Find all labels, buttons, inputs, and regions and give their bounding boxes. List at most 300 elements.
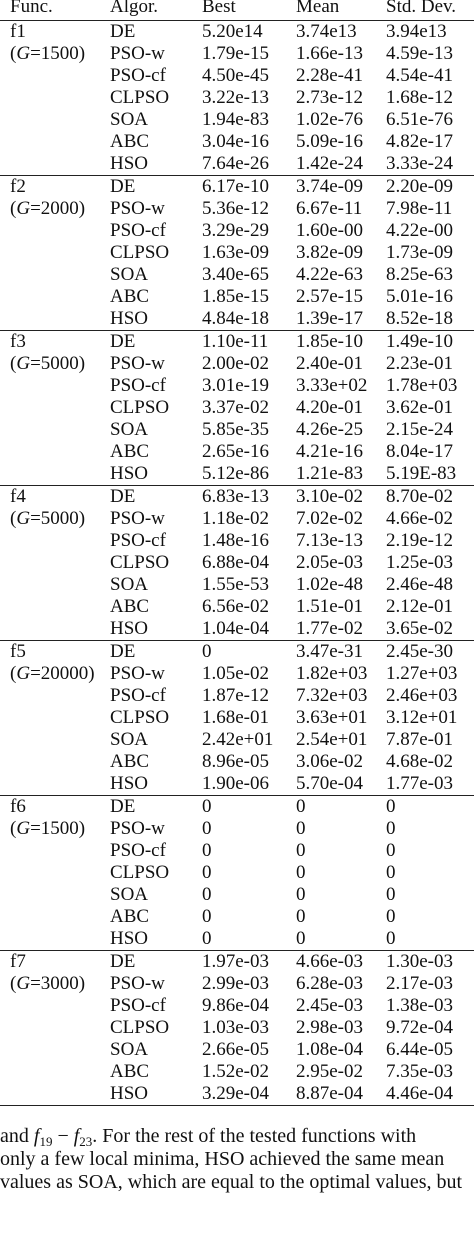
best-value: 0 (202, 906, 212, 927)
function-cell-empty (0, 685, 104, 707)
generation-variable: G (16, 43, 31, 64)
function-cell-empty (0, 1017, 104, 1039)
mean-value: 2.28e-41 (296, 65, 364, 86)
table-row (0, 286, 474, 308)
best-value: 2.99e-03 (202, 973, 270, 994)
algorithm-name: PSO-w (110, 198, 165, 219)
algorithm-name: ABC (110, 286, 150, 307)
function-name: f7 (0, 951, 104, 974)
table-row (0, 530, 474, 552)
table-row (0, 419, 474, 441)
std-dev-value: 1.25e-03 (386, 552, 454, 573)
best-value: 1.63e-09 (202, 242, 270, 263)
best-value: 7.64e-26 (202, 153, 270, 174)
best-value: 1.52e-02 (202, 1061, 270, 1082)
std-dev-value: 2.15e-24 (386, 419, 454, 440)
std-dev-value: 0 (386, 862, 396, 883)
std-dev-value: 4.54e-41 (386, 65, 454, 86)
mean-value: 8.87e-04 (290, 1083, 380, 1106)
best-value: 1.48e-16 (202, 530, 270, 551)
std-dev-value: 1.77e-03 (386, 773, 454, 794)
generation-variable: G (16, 198, 31, 219)
body-line-1-suffix: . For the rest of the tested functions with (92, 1125, 417, 1147)
mean-value: 3.47e-31 (290, 641, 380, 664)
function-cell-empty (0, 375, 104, 397)
best-value: 1.05e-02 (202, 663, 270, 684)
body-line-1 (0, 1125, 474, 1148)
table-row (0, 1017, 474, 1039)
std-dev-value: 7.98e-11 (386, 198, 453, 219)
mean-value: 0 (296, 884, 306, 905)
mean-value: 1.42e-24 (296, 153, 364, 174)
std-dev-value: 2.46e+03 (386, 685, 458, 706)
table-row (0, 884, 474, 906)
std-dev-value: 2.46e-48 (386, 574, 454, 595)
mean-value: 3.06e-02 (296, 751, 364, 772)
best-value: 1.94e-83 (202, 109, 270, 130)
algorithm-name: SOA (110, 419, 149, 440)
function-cell-empty (0, 109, 104, 131)
math-f-19 (34, 1125, 53, 1147)
generation-count (0, 508, 104, 530)
mean-value: 3.10e-02 (290, 486, 380, 509)
best-value: 8.96e-05 (202, 751, 270, 772)
generation-open-paren: ( (10, 353, 17, 374)
mean-value: 3.82e-09 (296, 242, 364, 263)
best-value: 2.42e+01 (202, 729, 274, 750)
table-row (0, 397, 474, 419)
best-value: 9.86e-04 (202, 995, 270, 1016)
best-value: 1.10e-11 (196, 331, 290, 354)
mean-value: 0 (296, 928, 306, 949)
mean-value: 2.95e-02 (296, 1061, 364, 1082)
algorithm-name: ABC (110, 131, 150, 152)
table-row (0, 486, 474, 509)
table-row (0, 663, 474, 685)
math-subscript-19: 19 (39, 1134, 53, 1149)
std-dev-value: 1.73e-09 (386, 242, 454, 263)
mean-value: 4.21e-16 (296, 441, 364, 462)
header-func: Func. (0, 0, 104, 21)
algorithm-name: DE (104, 951, 196, 974)
std-dev-value: 7.87e-01 (386, 729, 454, 750)
table-row (0, 131, 474, 153)
math-minus: − (52, 1125, 74, 1147)
table-row (0, 375, 474, 397)
std-dev-value: 4.46e-04 (380, 1083, 474, 1106)
best-value: 6.88e-04 (202, 552, 270, 573)
function-cell-empty (0, 242, 104, 264)
table-row (0, 840, 474, 862)
function-cell-empty (0, 1083, 104, 1106)
algorithm-name: CLPSO (110, 1017, 170, 1038)
std-dev-value: 2.19e-12 (386, 530, 454, 551)
best-value: 5.12e-86 (202, 463, 270, 484)
generation-count (0, 973, 104, 995)
function-cell-empty (0, 1039, 104, 1061)
best-value: 3.29e-29 (202, 220, 270, 241)
algorithm-name: HSO (110, 153, 149, 174)
best-value: 6.17e-10 (196, 176, 290, 199)
std-dev-value: 0 (386, 818, 396, 839)
function-cell-empty (0, 153, 104, 176)
mean-value: 0 (296, 840, 306, 861)
std-dev-value: 0 (386, 906, 396, 927)
generation-value: =3000) (30, 973, 86, 994)
header-row (0, 0, 474, 21)
best-value: 5.85e-35 (202, 419, 270, 440)
algorithm-name: PSO-w (110, 818, 165, 839)
function-cell-empty (0, 729, 104, 751)
algorithm-name: CLPSO (110, 87, 170, 108)
table-row (0, 995, 474, 1017)
table-row (0, 1039, 474, 1061)
function-cell-empty (0, 286, 104, 308)
function-cell-empty (0, 463, 104, 486)
function-cell-empty (0, 131, 104, 153)
table-row (0, 729, 474, 751)
algorithm-name: PSO-cf (110, 220, 166, 241)
body-line-3: values as SOA, which are equal to the optimal values, but (0, 1171, 463, 1193)
algorithm-name: ABC (110, 1061, 150, 1082)
table-row (0, 618, 474, 641)
function-cell-empty (0, 441, 104, 463)
mean-value: 1.02e-48 (296, 574, 364, 595)
mean-value: 1.60e-00 (296, 220, 364, 241)
best-value: 2.00e-02 (202, 353, 270, 374)
algorithm-name: SOA (110, 1039, 149, 1060)
generation-value: =5000) (30, 353, 86, 374)
algorithm-name: PSO-cf (110, 375, 166, 396)
table-row (0, 220, 474, 242)
table-row (0, 641, 474, 664)
header-std-dev: Std. Dev. (380, 0, 474, 21)
table-row (0, 21, 474, 44)
algorithm-name: SOA (110, 264, 149, 285)
best-value: 1.03e-03 (202, 1017, 270, 1038)
algorithm-name: HSO (104, 1083, 196, 1106)
best-value: 1.68e-01 (202, 707, 270, 728)
mean-value: 1.39e-17 (296, 308, 364, 329)
best-value: 0 (202, 884, 212, 905)
generation-variable: G (16, 973, 31, 994)
std-dev-value: 5.01e-16 (386, 286, 454, 307)
best-value: 1.18e-02 (202, 508, 270, 529)
mean-value: 1.51e-01 (296, 596, 364, 617)
best-value: 2.65e-16 (202, 441, 270, 462)
function-cell-empty (0, 65, 104, 87)
algorithm-name: CLPSO (110, 552, 170, 573)
algorithm-name: SOA (110, 574, 149, 595)
mean-value: 4.66e-03 (290, 951, 380, 974)
std-dev-value: 3.65e-02 (386, 618, 454, 639)
algorithm-name: PSO-w (110, 973, 165, 994)
algorithm-name: SOA (110, 109, 149, 130)
generation-open-paren: ( (10, 508, 17, 529)
math-f-23 (74, 1125, 93, 1147)
generation-value: =20000) (30, 663, 95, 684)
mean-value: 1.21e-83 (296, 463, 364, 484)
std-dev-value: 6.51e-76 (386, 109, 454, 130)
best-value: 0 (196, 641, 290, 664)
algorithm-name: ABC (110, 906, 150, 927)
best-value: 4.50e-45 (202, 65, 270, 86)
best-value: 3.04e-16 (202, 131, 270, 152)
table-row (0, 552, 474, 574)
best-value: 5.20e14 (196, 21, 290, 44)
mean-value: 1.82e+03 (296, 663, 368, 684)
algorithm-name: HSO (110, 618, 149, 639)
std-dev-value: 0 (386, 884, 396, 905)
best-value: 0 (202, 818, 212, 839)
algorithm-name: PSO-cf (110, 65, 166, 86)
table-body (0, 21, 474, 1106)
mean-value: 1.02e-76 (296, 109, 364, 130)
algorithm-name: HSO (110, 308, 149, 329)
function-name: f4 (0, 486, 104, 509)
algorithm-name: DE (104, 21, 196, 44)
best-value: 3.01e-19 (202, 375, 270, 396)
std-dev-value: 8.04e-17 (386, 441, 454, 462)
std-dev-value: 4.66e-02 (386, 508, 454, 529)
best-value: 3.22e-13 (202, 87, 270, 108)
mean-value: 4.20e-01 (296, 397, 364, 418)
table-row (0, 751, 474, 773)
mean-value: 0 (296, 818, 306, 839)
best-value: 6.56e-02 (202, 596, 270, 617)
table-row (0, 1083, 474, 1106)
algorithm-name: DE (104, 176, 196, 199)
std-dev-value: 5.19E-83 (386, 463, 457, 484)
algorithm-name: PSO-w (110, 508, 165, 529)
mean-value: 4.26e-25 (296, 419, 364, 440)
generation-count (0, 818, 104, 840)
function-name: f3 (0, 331, 104, 354)
function-cell-empty (0, 574, 104, 596)
generation-open-paren: ( (10, 818, 17, 839)
table-row (0, 353, 474, 375)
table-row (0, 65, 474, 87)
std-dev-value: 3.12e+01 (386, 707, 458, 728)
mean-value: 0 (296, 862, 306, 883)
function-cell-empty (0, 530, 104, 552)
std-dev-value: 4.82e-17 (386, 131, 454, 152)
table-row (0, 463, 474, 486)
table-row (0, 441, 474, 463)
table-row (0, 109, 474, 131)
mean-value: 2.45e-03 (296, 995, 364, 1016)
table-row (0, 176, 474, 199)
std-dev-value: 0 (386, 928, 396, 949)
best-value: 0 (202, 862, 212, 883)
std-dev-value: 8.25e-63 (386, 264, 454, 285)
mean-value: 7.13e-13 (296, 530, 364, 551)
generation-count (0, 353, 104, 375)
algorithm-name: HSO (110, 773, 149, 794)
math-f-symbol: f (73, 1125, 80, 1147)
body-line-2: only a few local minima, HSO achieved the same mean (0, 1148, 445, 1170)
header-algorithm: Algor. (104, 0, 196, 21)
function-cell-empty (0, 87, 104, 109)
mean-value: 0 (296, 906, 306, 927)
body-text (0, 1125, 474, 1194)
best-value: 2.66e-05 (202, 1039, 270, 1060)
function-cell-empty (0, 419, 104, 441)
table-row (0, 685, 474, 707)
mean-value: 2.98e-03 (296, 1017, 364, 1038)
best-value: 5.36e-12 (202, 198, 270, 219)
table-row (0, 818, 474, 840)
table-row (0, 707, 474, 729)
mean-value: 3.74e-09 (290, 176, 380, 199)
mean-value: 2.57e-15 (296, 286, 364, 307)
algorithm-name: PSO-w (110, 353, 165, 374)
function-name: f5 (0, 641, 104, 664)
table-row (0, 331, 474, 354)
algorithm-name: SOA (110, 884, 149, 905)
function-cell-empty (0, 707, 104, 729)
best-value: 1.79e-15 (202, 43, 270, 64)
mean-value: 1.66e-13 (296, 43, 364, 64)
mean-value: 1.85e-10 (290, 331, 380, 354)
generation-open-paren: ( (10, 198, 17, 219)
algorithm-name: DE (104, 486, 196, 509)
table-row (0, 1061, 474, 1083)
mean-value: 1.77e-02 (296, 618, 364, 639)
function-cell-empty (0, 862, 104, 884)
mean-value: 2.40e-01 (296, 353, 364, 374)
algorithm-name: SOA (110, 729, 149, 750)
table-row (0, 928, 474, 951)
table-row (0, 951, 474, 974)
function-cell-empty (0, 995, 104, 1017)
header-mean: Mean (290, 0, 380, 21)
best-value: 1.04e-04 (202, 618, 270, 639)
best-value: 6.83e-13 (196, 486, 290, 509)
function-name: f6 (0, 796, 104, 819)
algorithm-name: DE (104, 641, 196, 664)
best-value: 3.29e-04 (196, 1083, 290, 1106)
std-dev-value: 1.30e-03 (380, 951, 474, 974)
algorithm-name: HSO (110, 928, 149, 949)
function-cell-empty (0, 884, 104, 906)
mean-value: 0 (290, 796, 380, 819)
table-row (0, 773, 474, 796)
mean-value: 3.74e13 (290, 21, 380, 44)
table-row (0, 596, 474, 618)
std-dev-value: 1.38e-03 (386, 995, 454, 1016)
function-cell-empty (0, 928, 104, 951)
std-dev-value: 2.17e-03 (386, 973, 454, 994)
algorithm-name: DE (104, 331, 196, 354)
table-row (0, 973, 474, 995)
generation-variable: G (16, 508, 31, 529)
table-row (0, 264, 474, 286)
algorithm-name: CLPSO (110, 242, 170, 263)
function-cell-empty (0, 264, 104, 286)
std-dev-value: 3.62e-01 (386, 397, 454, 418)
best-value: 0 (202, 840, 212, 861)
generation-value: =1500) (30, 43, 86, 64)
algorithm-name: PSO-w (110, 663, 165, 684)
std-dev-value: 1.27e+03 (386, 663, 458, 684)
best-value: 0 (202, 928, 212, 949)
std-dev-value: 1.49e-10 (380, 331, 474, 354)
generation-variable: G (16, 663, 31, 684)
std-dev-value: 8.52e-18 (386, 308, 454, 329)
generation-value: =1500) (30, 818, 86, 839)
algorithm-name: ABC (110, 441, 150, 462)
std-dev-value: 2.20e-09 (380, 176, 474, 199)
std-dev-value: 4.22e-00 (386, 220, 454, 241)
algorithm-name: PSO-w (110, 43, 165, 64)
generation-count (0, 663, 104, 685)
function-cell-empty (0, 552, 104, 574)
algorithm-name: ABC (110, 751, 150, 772)
generation-open-paren: ( (10, 973, 17, 994)
table-row (0, 508, 474, 530)
std-dev-value: 8.70e-02 (380, 486, 474, 509)
generation-count (0, 198, 104, 220)
mean-value: 6.67e-11 (296, 198, 363, 219)
best-value: 1.97e-03 (196, 951, 290, 974)
table-row (0, 198, 474, 220)
algorithm-name: ABC (110, 596, 150, 617)
mean-value: 2.73e-12 (296, 87, 364, 108)
function-cell-empty (0, 220, 104, 242)
algorithm-name: PSO-cf (110, 685, 166, 706)
generation-open-paren: ( (10, 663, 17, 684)
algorithm-name: CLPSO (110, 397, 170, 418)
mean-value: 4.22e-63 (296, 264, 364, 285)
std-dev-value: 4.59e-13 (386, 43, 454, 64)
best-value: 3.37e-02 (202, 397, 270, 418)
generation-count (0, 43, 104, 65)
mean-value: 5.09e-16 (296, 131, 364, 152)
table-row (0, 574, 474, 596)
generation-variable: G (16, 818, 31, 839)
mean-value: 6.28e-03 (296, 973, 364, 994)
function-cell-empty (0, 308, 104, 331)
std-dev-value: 1.68e-12 (386, 87, 454, 108)
std-dev-value: 3.94e13 (380, 21, 474, 44)
table-row (0, 906, 474, 928)
best-value: 1.87e-12 (202, 685, 270, 706)
algorithm-name: CLPSO (110, 862, 170, 883)
function-cell-empty (0, 773, 104, 796)
table-row (0, 796, 474, 819)
mean-value: 3.33e+02 (296, 375, 368, 396)
best-value: 3.40e-65 (202, 264, 270, 285)
algorithm-name: DE (104, 796, 196, 819)
algorithm-name: HSO (110, 463, 149, 484)
algorithm-name: PSO-cf (110, 840, 166, 861)
mean-value: 3.63e+01 (296, 707, 368, 728)
mean-value: 5.70e-04 (296, 773, 364, 794)
std-dev-value: 9.72e-04 (386, 1017, 454, 1038)
best-value: 4.84e-18 (202, 308, 270, 329)
mean-value: 7.32e+03 (296, 685, 368, 706)
best-value: 1.55e-53 (202, 574, 270, 595)
best-value: 1.90e-06 (202, 773, 270, 794)
best-value: 0 (196, 796, 290, 819)
generation-value: =2000) (30, 198, 86, 219)
algorithm-name: PSO-cf (110, 530, 166, 551)
best-value: 1.85e-15 (202, 286, 270, 307)
std-dev-value: 2.12e-01 (386, 596, 454, 617)
function-name: f2 (0, 176, 104, 199)
math-subscript-23: 23 (79, 1134, 93, 1149)
